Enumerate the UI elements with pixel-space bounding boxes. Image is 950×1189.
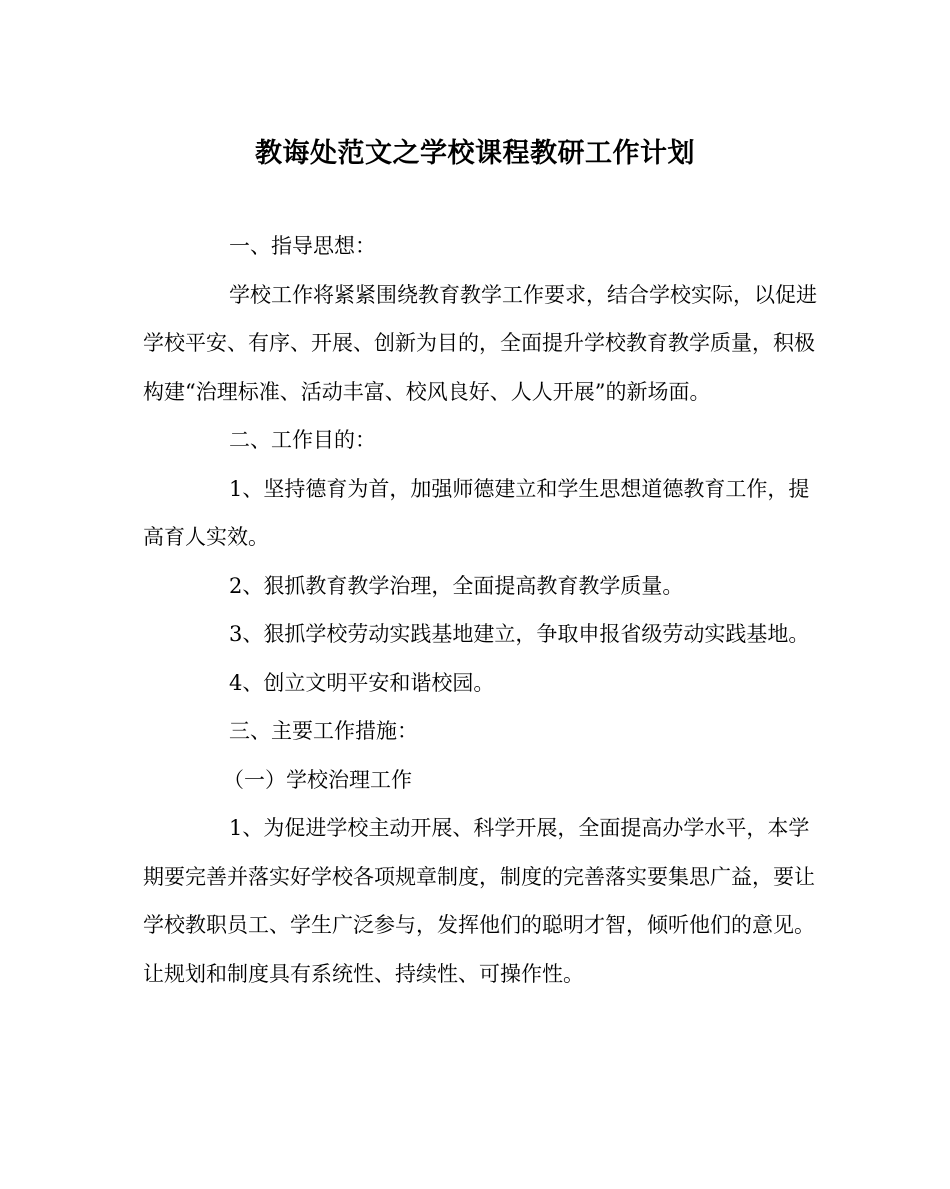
document-body bbox=[143, 222, 823, 998]
paragraph-guiding-thought: 学校工作将紧紧围绕教育教学工作要求，结合学校实际，以促进学校平安、有序、开展、创新为目的，全面提升学校教育教学质量，积极构建“治理标准、活动丰富、校风良好、人人开展”的新场面。 bbox=[143, 282, 817, 404]
section-heading-main-measures: 三、主要工作措施： bbox=[229, 719, 418, 743]
goal-item-3: 3、狠抓学校劳动实践基地建立，争取申报省级劳动实践基地。 bbox=[229, 622, 810, 646]
document-title: 教诲处范文之学校课程教研工作计划 bbox=[255, 138, 695, 169]
section-heading-work-goals: 二、工作目的： bbox=[229, 428, 376, 452]
section-heading-guiding-thought: 一、指导思想： bbox=[229, 234, 376, 258]
subsection-heading-school-management: （一）学校治理工作 bbox=[223, 767, 412, 792]
goal-item-2: 2、狠抓教育教学治理，全面提高教育教学质量。 bbox=[229, 573, 684, 598]
goal-item-1: 1、坚持德育为首，加强师德建立和学生思想道德教育工作，提高育人实效。 bbox=[143, 476, 810, 549]
goal-item-4: 4、创立文明平安和谐校园。 bbox=[229, 670, 495, 695]
measure-item-1: 1、为促进学校主动开展、科学开展，全面提高办学水平，本学期要完善并落实好学校各项规章制度，制度的完善落实要集思广益，要让学校教职员工、学生广泛参与，发挥他们的聪明才智，倾听他们的意见。让规划和制度具有系统性、持续性、可操作性。 bbox=[143, 816, 815, 986]
